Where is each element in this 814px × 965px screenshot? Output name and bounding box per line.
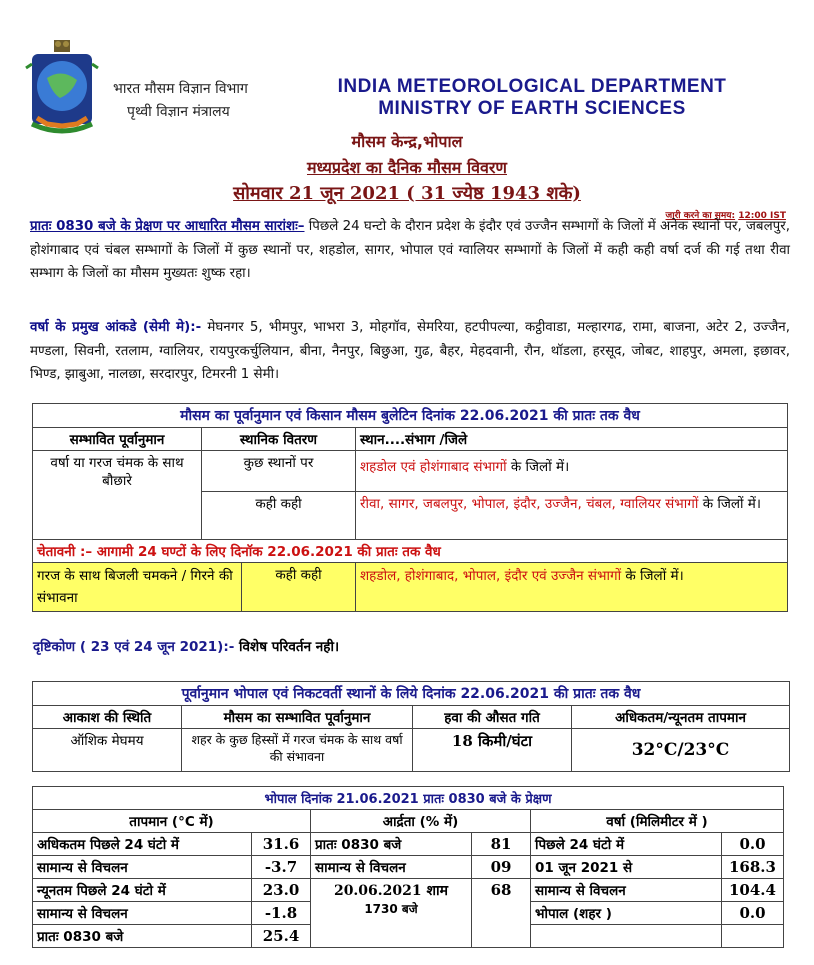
warning-suffix: के जिलों में। (621, 568, 684, 584)
temp-value: 32°C/23°C (572, 729, 790, 772)
rain-label: पिछले 24 घंटो में (531, 833, 722, 856)
rain-label: भोपाल (शहर ) (531, 902, 722, 925)
warning-places-red: शहडोल, होशंगाबाद, भोपाल, इंदौर एवं उज्जैन संभागों (360, 568, 622, 584)
temp-label: सामान्य से विचलन (33, 856, 252, 879)
temp-header: अधिकतम/न्यूनतम तापमान (572, 706, 790, 729)
rain-value: 0.0 (722, 833, 784, 856)
rainfall-text: मेघनगर 5, भीमपुर, भाभरा 3, मोहगॉव, सेमरिया, हटपीपल्या, कट्ठीवाडा, मल्हारगढ, रामा, बाजना, अटेर 2, उज्जैन, मण्डला, सिवनी, रतलाम, ग्वालियर, रायपुरकर्चुलियान, बीना, नैनपुर, बिछुआ, गुढ, बैहर, मेहदवानी, रौन, थॉडला, हरसूद, जोबट, शाहपुर, अमला, इछावर, भिण्ड, झाबुआ, नालछा, सरदारपुर, टिमरनी 1 सेमी। (30, 320, 790, 383)
report-date: सोमवार 21 जून 2021 ( 31 ज्येष्ठ 1943 शके) (233, 183, 581, 204)
temp-value: 25.4 (252, 925, 311, 948)
observation-table (32, 786, 784, 948)
wind-value: 18 किमी/घंटा (413, 729, 572, 772)
temp-group-header: तापमान (°C में) (33, 810, 311, 833)
row1-places (356, 451, 788, 492)
warning-title: चेतावनी :– आगामी 24 घण्टों के लिए दिनॉक 22.06.2021 की प्रातः तक वैध (33, 540, 788, 563)
humidity-group-header: आर्द्रता (% में) (311, 810, 531, 833)
row2-suffix: के जिलों में। (698, 496, 762, 513)
summary-text: पिछले 24 घन्टो के दौरान प्रदेश के इंदौर एवं उज्जैन सम्भागों के जिलों में अनेक स्थानों पर, जबलपुर, होशंगाबाद एवं चंबल सम्भागों के जिलों में कुछ स्थानों पर, शहडोल, सागर, भोपाल एवं ग्वालियर सम्भागों के जिलों में कही कही वर्षा दर्ज की गई तथा रीवा सम्भाग के जिलों का मौसम मुख्यतः शुष्क रहा। (30, 219, 790, 282)
humidity-value: 81 (472, 833, 531, 856)
centre-name: मौसम केन्द्र,भोपाल (351, 132, 463, 151)
rain-label: सामान्य से विचलन (531, 879, 722, 902)
summary-label: प्रातः 0830 बजे के प्रेक्षण पर आधारित मौसम सारांशः– (30, 219, 305, 234)
rainfall-data (30, 316, 790, 387)
weather-summary (30, 215, 790, 286)
row2-distribution: कही कही (202, 492, 356, 540)
eng-ministry-line: MINISTRY OF EARTH SCIENCES (378, 98, 686, 119)
humidity-evening-date: 20.06.2021 शाम (333, 883, 449, 899)
imd-logo (22, 38, 102, 142)
issued-label: जारी करने का समय: (665, 211, 736, 221)
weather-value: शहर के कुछ हिस्सों में गरज चंमक के साथ वर्षा की संभावना (182, 729, 413, 772)
row1-distribution: कुछ स्थानों पर (202, 451, 356, 492)
temp-value: 23.0 (252, 879, 311, 902)
humidity-label: सामान्य से विचलन (311, 856, 472, 879)
forecast-type: वर्षा या गरज चंमक के साथ बौछारे (33, 451, 202, 540)
temp-value: -1.8 (252, 902, 311, 925)
weather-header: मौसम का सम्भावित पूर्वानुमान (182, 706, 413, 729)
row2-places (356, 492, 788, 540)
temp-label: प्रातः 0830 बजे (33, 925, 252, 948)
places-col-header: स्थान....संभाग /जिले (356, 428, 788, 451)
row1-places-red: शहडोल एवं होशंगाबाद संभागों (360, 459, 507, 475)
report-title: मध्यप्रदेश का दैनिक मौसम विवरण (306, 158, 507, 177)
warning-event: गरज के साथ बिजली चमकने / गिरने की संभावना (33, 563, 242, 611)
sky-header: आकाश की स्थिति (33, 706, 182, 729)
outlook (33, 637, 339, 655)
rain-value: 0.0 (722, 902, 784, 925)
bhopal-forecast-table (32, 681, 790, 772)
eng-dept-line: INDIA METEOROLOGICAL DEPARTMENT (337, 76, 727, 97)
warning-distribution: कही कही (275, 567, 322, 583)
rain-value: 104.4 (722, 879, 784, 902)
forecast-col-header: सम्भावित पूर्वानुमान (33, 428, 202, 451)
outlook-text: विशेष परिवर्तन नही। (234, 639, 340, 655)
wind-header: हवा की औसत गति (413, 706, 572, 729)
sky-value: ऑशिक मेघमय (33, 729, 182, 772)
row1-suffix: के जिलों में। (506, 459, 570, 475)
warning-event-cell (33, 563, 356, 612)
observation-title: भोपाल दिनांक 21.06.2021 प्रातः 0830 बजे के प्रेक्षण (33, 787, 784, 810)
rain-group-header: वर्षा (मिलिमीटर में ) (531, 810, 784, 833)
english-department-name (322, 76, 742, 120)
humidity-label: प्रातः 0830 बजे (311, 833, 472, 856)
row2-places-red: रीवा, सागर, जबलपुर, भोपाल, इंदौर, उज्जैन, चंबल, ग्वालियर संभागों (360, 496, 699, 513)
empty-cell (531, 925, 722, 948)
humidity-value: 09 (472, 856, 531, 879)
hindi-ministry-line: पृथ्वी विज्ञान मंत्रालय (127, 104, 230, 120)
outlook-label: दृष्टिकोण ( 23 एवं 24 जून 2021):- (33, 639, 235, 655)
hindi-department-name (113, 78, 248, 124)
distribution-col-header: स्थानिक वितरण (202, 428, 356, 451)
empty-cell (722, 925, 784, 948)
issued-value: 12:00 IST (738, 211, 786, 221)
temp-value: -3.7 (252, 856, 311, 879)
temp-label: न्यूनतम पिछले 24 घंटो में (33, 879, 252, 902)
temp-label: सामान्य से विचलन (33, 902, 252, 925)
hindi-dept-line: भारत मौसम विज्ञान विभाग (113, 81, 248, 97)
warning-places (356, 563, 788, 612)
forecast-table (32, 403, 788, 612)
temp-value: 31.6 (252, 833, 311, 856)
humidity-value: 68 (472, 879, 531, 948)
forecast-title: मौसम का पूर्वानुमान एवं किसान मौसम बुलेटिन दिनांक 22.06.2021 की प्रातः तक वैध (33, 404, 788, 428)
bhopal-forecast-title: पूर्वानुमान भोपाल एवं निकटवर्ती स्थानों के लिये दिनांक 22.06.2021 की प्रातः तक वैध (33, 682, 790, 706)
temp-label: अधिकतम पिछले 24 घंटो में (33, 833, 252, 856)
rain-value: 168.3 (722, 856, 784, 879)
rain-label: 01 जून 2021 से (531, 856, 722, 879)
rainfall-label: वर्षा के प्रमुख आंकडे (सेमी मे):- (30, 320, 202, 335)
humidity-evening-label (311, 879, 472, 948)
humidity-evening-time: 1730 बजे (364, 902, 418, 916)
